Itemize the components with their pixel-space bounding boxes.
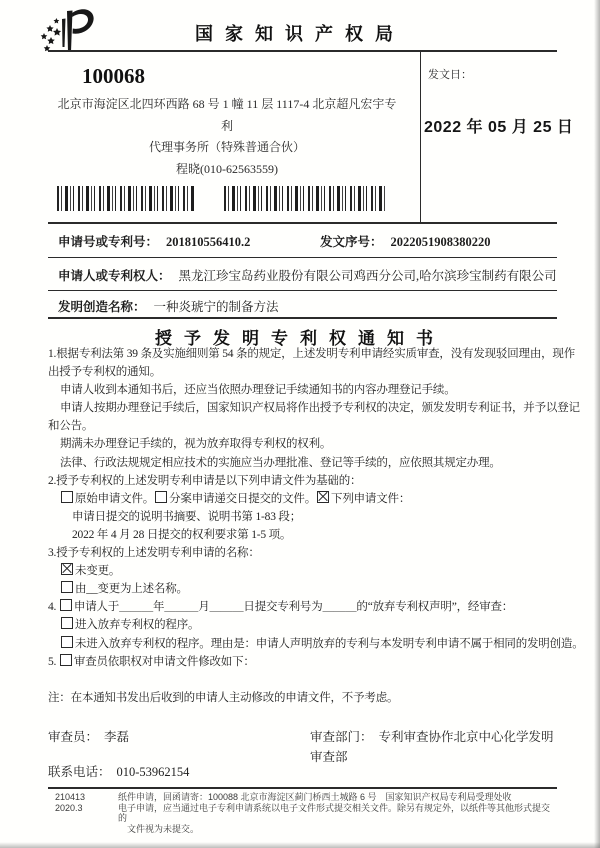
notice-text: 期满未办理登记手续的，视为放弃取得专利权的权利。 xyxy=(60,438,332,451)
examiner-name: 李磊 xyxy=(104,730,130,744)
footer-form-codes xyxy=(55,792,85,813)
checkbox-empty xyxy=(61,581,73,593)
notice-line xyxy=(48,435,564,453)
notice-line xyxy=(48,490,564,508)
examining-department-line1: 专利审查协作北京中心化学发明 xyxy=(378,730,554,744)
notice-line xyxy=(48,345,576,363)
date-box-divider xyxy=(420,50,421,222)
footer-form-code1: 210413 xyxy=(55,792,86,802)
applicant-row xyxy=(58,266,557,284)
notice-line xyxy=(48,417,564,435)
application-number-label: 申请号或专利号： xyxy=(58,235,159,249)
contact-phone-value: 010-53962154 xyxy=(116,765,190,779)
divider xyxy=(48,317,557,319)
scan-edge-right xyxy=(594,0,600,848)
application-number-row xyxy=(58,232,250,250)
examining-department-label: 审查部门： xyxy=(310,730,373,744)
notice-line xyxy=(48,544,564,562)
notice-line xyxy=(48,454,564,472)
notice-line xyxy=(48,526,564,544)
notice-text: 2.授予专利权的上述发明专利申请是以下列申请文件为基础的： xyxy=(48,474,362,487)
header-divider xyxy=(48,50,557,52)
footer-instruction-line1: 纸件申请，回函请寄：100088 北京市海淀区蓟门桥西土城路 6 号 国家知识产权局专利局受理处收 xyxy=(118,792,512,802)
dispatch-serial-value: 2022051908380220 xyxy=(390,235,491,249)
notice-line xyxy=(48,562,564,580)
recipient-address-line2: 代理事务所（特殊普通合伙） xyxy=(148,140,305,154)
notice-text: 申请人收到本通知书后，还应当依照办理登记手续通知书的内容办理登记手续。 xyxy=(60,384,456,397)
notice-text: 法律、行政法规规定相应技术的实施应当办理批准、登记等手续的，应依照其规定办理。 xyxy=(60,456,501,469)
notice-text: 1.根据专利法第 39 条及实施细则第 54 条的规定，上述发明专利申请经实质审查，没有发现驳回理由，现作 xyxy=(48,348,576,360)
checkbox-empty xyxy=(61,636,73,648)
agency-title: 国家知识产权局 xyxy=(195,24,405,44)
notice-line xyxy=(48,689,564,707)
notice-line xyxy=(48,580,564,598)
notice-text: 原始申请文件。 xyxy=(75,492,155,505)
notice-text: 未进入放弃专利权的程序。理由是：申请人声明放弃的专利与本发明专利申请不属于相同的发明创造。 xyxy=(75,637,584,650)
divider xyxy=(48,222,557,224)
invention-title-label: 发明创造名称： xyxy=(58,300,146,314)
notice-text: 申请日提交的说明书摘要、说明书第 1-83 段； xyxy=(72,510,302,523)
notice-text: 5. xyxy=(48,655,59,668)
recipient-postcode: 100068 xyxy=(82,64,145,88)
footer-divider xyxy=(48,787,557,789)
recipient-address-line1: 北京市海淀区北四环西路 68 号 1 幢 11 层 1117-4 北京超凡宏宇专利 xyxy=(57,97,397,133)
applicant-value: 黑龙江珍宝岛药业股份有限公司鸡西分公司,哈尔滨珍宝制药有限公司 xyxy=(178,269,557,283)
footer-instruction-line3: 文件视为未提交。 xyxy=(127,823,200,834)
notice-line xyxy=(48,363,564,381)
examiner-label: 审查员： xyxy=(48,730,99,744)
notice-line xyxy=(48,508,564,526)
dispatch-date-label: 发文日： xyxy=(428,69,472,81)
footer-instruction-line2: 电子申请，应当通过电子专利申请系统以电子文件形式提交相关文件。除另有规定外，以纸件等其他形式提交的 xyxy=(118,802,551,824)
contact-phone-row xyxy=(48,762,189,780)
notice-line xyxy=(48,653,564,671)
checkbox-checked xyxy=(317,491,329,503)
notice-line xyxy=(48,616,564,634)
checkbox-checked xyxy=(61,563,73,575)
notice-text: 申请人于＿＿＿年＿＿＿月＿＿＿日提交专利号为＿＿＿的“放弃专利权声明”，经审查： xyxy=(73,601,514,614)
notice-line xyxy=(48,598,564,616)
barcode-left xyxy=(57,186,194,211)
barcode-right xyxy=(224,186,387,211)
notice-line xyxy=(48,399,580,417)
divider xyxy=(48,290,557,291)
footer-form-code2: 2020.3 xyxy=(55,802,83,813)
footer-instructions xyxy=(118,792,558,834)
recipient-contact: 程晓(010-62563559) xyxy=(176,161,278,176)
notice-text: 进入放弃专利权的程序。 xyxy=(75,619,200,632)
contact-phone-label: 联系电话： xyxy=(48,765,111,779)
recipient-address xyxy=(52,94,402,180)
notice-text: 注：在本通知书发出后收到的申请人主动修改的申请文件，不予考虑。 xyxy=(48,691,399,704)
notice-text: 申请人按期办理登记手续后，国家知识产权局将作出授予专利权的决定，颁发发明专利证书，并予以登记 xyxy=(60,402,580,415)
checkbox-empty xyxy=(61,617,73,629)
notice-text: 2022 年 4 月 28 日提交的权利要求第 1-5 项。 xyxy=(72,528,292,541)
dispatch-date-value: 2022 年 05 月 25 日 xyxy=(424,119,574,136)
examining-department-line2: 审查部 xyxy=(310,750,348,764)
notice-text: 分案申请递交日提交的文件。 xyxy=(169,492,317,505)
notice-text: 和公告。 xyxy=(48,420,94,433)
scan-edge-bottom xyxy=(0,842,600,848)
checkbox-empty xyxy=(60,599,72,611)
dispatch-serial-label: 发文序号： xyxy=(320,235,383,249)
notice-text: 3.授予专利权的上述发明专利申请的名称： xyxy=(48,547,260,560)
notice-text: 审查员依职权对申请文件修改如下： xyxy=(73,655,255,668)
dispatch-serial-row xyxy=(320,232,491,250)
notice-line xyxy=(48,671,564,689)
notice-line xyxy=(48,635,584,653)
notice-text: 4. xyxy=(48,601,59,614)
checkbox-empty xyxy=(61,491,73,503)
divider xyxy=(48,257,557,258)
checkbox-empty xyxy=(155,491,167,503)
notice-text: 下列申请文件： xyxy=(331,492,411,505)
checkbox-empty xyxy=(60,654,72,666)
notice-text: 由__变更为上述名称。 xyxy=(75,583,188,596)
application-number-value: 201810556410.2 xyxy=(166,235,251,249)
notice-line xyxy=(48,381,564,399)
examining-department-row xyxy=(310,727,570,767)
notice-text: 未变更。 xyxy=(75,565,121,578)
invention-title-value: 一种炎琥宁的制备方法 xyxy=(153,300,279,314)
applicant-label: 申请人或专利权人： xyxy=(58,269,171,283)
notice-body xyxy=(48,345,584,707)
notice-line xyxy=(48,472,564,490)
invention-title-row xyxy=(58,297,279,315)
examiner-row xyxy=(48,727,129,745)
notice-title: 授予发明专利权通知书 xyxy=(155,329,445,348)
notice-text: 出授予专利权的通知。 xyxy=(48,366,161,379)
